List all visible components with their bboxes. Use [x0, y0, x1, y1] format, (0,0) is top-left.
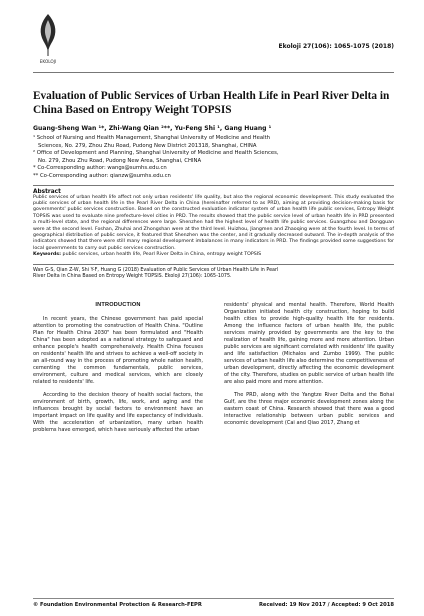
citation-line-2: River Delta in China Based on Entropy Weight TOPSIS. Ekoloji 27(106): 1065-1075. [33, 273, 232, 279]
body-column-right [224, 302, 394, 440]
intro-paragraph-2-continued: residents' physical and mental health. Therefore, World Health Organization initiated health city construction, hoping to build health cities to provide high-quality health life for residents. Among the influence factors of urban health life, the public services mainly provided by governments are the key to the realization of health life, gaining more and more attention. Urban public services are significant correlated with residents' life quality and life satisfaction (Michalos and Zumbo 1999). The public services of urban health life also determine the competitiveness of urban development, directly affecting the economic development of the city. Therefore, studies on public service of urban health life are also paid more and more attention. [224, 302, 394, 386]
affiliation-2-line-1: ² Office of Development and Planning, Shanghai University of Medicine and Health Sciences, [33, 150, 279, 156]
abstract-text: Public services of urban health life affect not only urban residents' life quality, but also the regional economic development. This study evaluated the public services of urban health life in the Pearl River Delta in China (hereinafter referred to as PRD), aiming at providing decision-making basis for governments' public services construction. Based on the constructed evaluation indicator system of urban health life public services, Entropy Weight TOPSIS was used to evaluate nine prefecture-level cities in PRD. The results showed that the public service level of urban health life in PRD presented a multi-level state, and the regional differences were large. Shenzhen had the highest level of health life public services. Guangzhou and Dongguan were at the second level. Foshan, Zhuhai and Zhongshan were at the third level. Huizhou, Jiangmen and Zhaoqing were at the fourth level. In terms of geographical distribution of public service, it featured that Shenzhen was the center, and it gradually decreased outward. The in-depth analysis of the indicators showed that there were still many regional development imbalances in many indicators in PRD. The findings provided some suggestions for local governments to carry out public services construction. [33, 194, 394, 251]
abstract-heading: Abstract [33, 188, 61, 195]
citation-line-1: Wan G-S, Qian Z-W, Shi Y-F, Huang G (2018) Evaluation of Public Services of Urban Health Life in Pearl [33, 267, 279, 273]
author-list: Guang-Sheng Wan ¹*, Zhi-Wang Qian ²**, Yu-Feng Shi ¹, Gang Huang ¹ [33, 125, 272, 132]
article-title: Evaluation of Public Services of Urban Health Life in Pearl River Delta in China Based on Entropy Weight TOPSIS [33, 90, 390, 116]
intro-paragraph-1: In recent years, the Chinese government has paid special attention to promoting the construction of Health China. "Outline Plan for Health China 2030" has been formulated and "Health China" has been adopted as a national strategy to safeguard and enhance people's health comprehensively. Health China focuses on residents' health life and strives to achieve a well-off society in an all-round way in the process of promoting whole nation health, cementing the common fundamentals, public services, environment, culture and medical services, which are closely related to residents' life. [33, 316, 203, 386]
abstract-top-rule [33, 185, 394, 186]
affiliations [33, 135, 394, 180]
body-columns [33, 302, 394, 440]
journal-logo-icon [35, 12, 61, 66]
journal-logo-text: EKOLOJI [39, 59, 57, 64]
keywords-text: public services, urban health life, Pearl River Delta in China, entropy weight TOPSIS [61, 252, 262, 258]
journal-citation-header: Ekoloji 27(106): 1065-1075 (2018) [278, 43, 394, 50]
intro-paragraph-2: According to the decision theory of health social factors, the environment of birth, growth, life, work, and aging and the influences brought by social factors to environment have an important impact on life quality and life expectancy of individuals. With the acceleration of urbanization, many urban health problems have emerged, which have seriously affected the urban [33, 392, 203, 434]
affiliation-1-line-2: Sciences, No. 279, Zhou Zhu Road, Pudong New District 201318, Shanghai, CHINA [38, 142, 257, 149]
keywords-label: Keywords: [33, 252, 62, 258]
affiliation-1-line-1: ¹ School of Nursing and Health Management, Shanghai University of Medicine and Health [33, 135, 271, 141]
corresponding-author-2: ** Co-Corresponding author: qianzw@sumhs.edu.cn [33, 172, 171, 179]
body-column-left [33, 302, 203, 440]
footer-copyright: © Foundation Environmental Protection & Research-FEPR [33, 602, 202, 608]
citation-top-rule [33, 264, 394, 265]
affiliation-2-line-2: No. 279, Zhou Zhu Road, Pudong New Area, Shanghai, CHINA [38, 157, 202, 164]
page-footer [33, 598, 394, 608]
keywords [33, 252, 394, 258]
abstract-section [33, 189, 394, 259]
intro-paragraph-3: The PRD, along with the Yangtze River Delta and the Bohai Gulf, are the three major economic development zones along the eastern coast of China. Research showed that there was a good interactive relationship between urban public services and economic development (Cai and Qiao 2017, Zhang et [224, 392, 394, 427]
corresponding-author-1: * Co-Corresponding author: wangs@sumhs.edu.cn [33, 165, 167, 171]
footer-dates: Received: 19 Nov 2017 / Accepted: 9 Oct 2018 [258, 602, 394, 608]
journal-header [33, 10, 394, 73]
how-to-cite [33, 268, 394, 281]
introduction-heading: INTRODUCTION [95, 302, 141, 309]
